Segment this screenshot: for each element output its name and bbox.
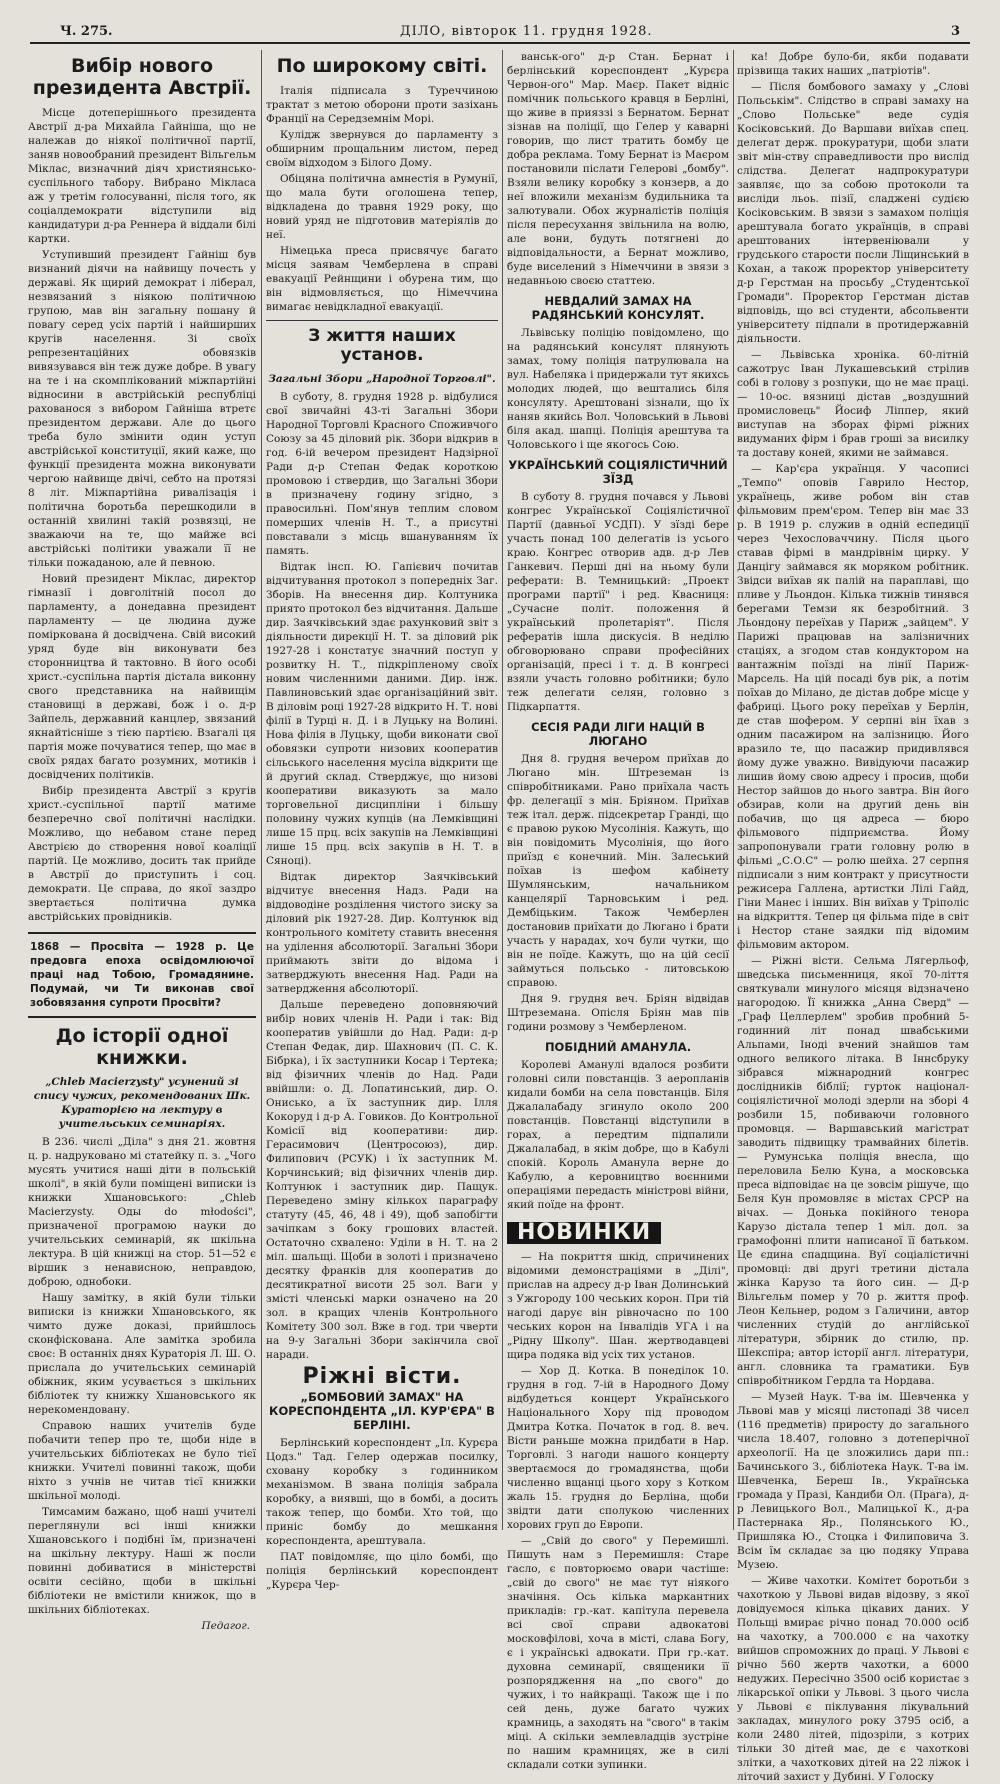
section-title-news: Ріжні вісти.	[302, 1363, 462, 1389]
article-paragraph: ПАТ повідомляє, що ціло бомбі, що поліція берлінський кореспондент „Курєра Чер-	[266, 1550, 498, 1591]
article-title-austria: Вибір нового президента Австрії.	[32, 55, 252, 99]
article-title-consulate: НЕВДАЛИЙ ЗАМАХ НА РАДЯНСЬКИЙ КОНСУЛЯТ.	[531, 294, 705, 322]
article-subtitle: „Chleb Macierzysty" усунений зі спису чужих, рекомендованих Шк. Кураторією на лектуру в учительських семинаріях.	[33, 1076, 251, 1131]
article-title-amanullah: ПОБІДНИЙ АМАНУЛА.	[544, 1040, 692, 1054]
article-paragraph: ка! Добре було-би, якби подавати прізвища таких наших „патріотів".	[737, 51, 969, 77]
article-title-world: По широкому світі.	[276, 55, 488, 77]
article-paragraph: — Кар'єра українця. У часописі „Темпо" оповів Гаврило Нестор, українець, живе робом він став фільмовим прем'єром. Тепер він має 33 р. В 1919 р. служив в одній еспедиції через Чехословаччину. Після цього ставав фірмі в мандрівнім цирку. У Данцігу займався як моряком робітник. Звідси виїхав як палій на параплаві, що пливе у Льондон. Кілька тижнів тинявся берегами Темзи як безробітний. З Льондону переїхав у Париж „зайцем". У Парижі працював на залізничних стаціях, а згодом став кондуктором на вантажнім поїзді на лінії Париж-Марсель. На цій посаді був рік, а потім поїхав до Мілано, де дістав добре місце у фабриці. Цього року переїхав у Берлін, де став шофером. У серпні він їхав з одним пасажиром на залізницю. Його вразило те, що пасажир придивлявся йому дуже уважно. Вивідуючи пасажир лишив йому свою адресу і просив, щоби Нестор зайшов до нього завтра. Він його обзирав, коли на другий день він побачив, що ця адреса — бюро фільмового підприємства. Йому запропонували грати головну ролю в фільмі „С.О.С" — ролю шейха. 27 серпня підписали з ним контракт у присутности режисера Галлена, артистки Лілі Гайд, Гіни Манес і інших. Він виїхав у Тріполіс на відкриття. Тепер ця фільма піде в світ і Нестор стане заядки під відомим фільмовим актором.	[737, 463, 969, 951]
article-paragraph: Тимсамим бажано, щоб наші учителі переглянули всі інші книжки Хшановського і подібні їм, призначені на шкільну лектуру. Наші ж посли повинні добиватися в міністерстві освіти сесійно, щоби в шкільні бібліотеки не вмістили книжок, що в шкільних бібліотеках.	[28, 1506, 256, 1617]
article-paragraph: Дня 8. грудня вечером приїхав до Люгано мін. Штреземан із співробітниками. Рано приїхала часть фр. делегації з мін. Бріяном. Приїхав теж італ. держ. підсекретар Гранді, що є правою рукою Мусолінія. Кажуть, що він повідомить Мусолінія, що його приїзд є конечний. Мін. Залеський поїхав із шефом кабінету Шумлянським, начальником канцелярії Тарновським і ред. Дембіцьким. Також Чемберлен достановив приїхати до Люгано і брати участь у нарадах, хоч були чутки, що він не поїде. Кажуть, що на цій сесії займуться польсько - литовською справою.	[507, 753, 729, 989]
article-paragraph: Відтак директор Заячківський відчитує внесення Надз. Ради на віддоводіне розділення чистого зиску за діловий рік 1927-28. Дир. Колтунюк від контрольного комітету ставить внесення на уділення абсолюторії. Загальні Збори приймають звіти до відома і затверджують внесення Над. Ради на затвердження абсолюторії.	[266, 870, 498, 995]
prosvita-notice: 1868 — Просвіта — 1928 р. Це предовга епоха освідомлюючої праці над Тобою, Громадянине. Подумай, чи Ти виконав свої зобовязання супроти Просвіти?	[28, 932, 256, 1018]
article-title-institutions: З життя наших установ.	[308, 325, 456, 366]
article-title-congress: УКРАЇНСЬКИЙ СОЦІЯЛІСТИЧНИЙ ЗЇЗД	[508, 458, 728, 486]
column-divider	[261, 50, 262, 1530]
article-paragraph: — Музей Наук. Т-ва ім. Шевченка у Львові мав у місяці листопаді 38 чисел (116 предметів) приросту до загального числа 18.407, головно з дотеперічної археології. На це зложились дари пп.: Бачинського З., бібліотека Наук. Т-ва ім. Шевченка, Береш Ів., Українська громада у Празі, Кандиби Ол. (Прага), д-р Левицького Вол., Малицької К., д-ра Пастернака Яр., Полянського Ю., Пришляка Ю., Стоцка і Филиповича З. Всім їм складає за цю подяку Управа Музею.	[737, 1391, 969, 1571]
column-4	[737, 50, 969, 1783]
divider	[266, 320, 498, 321]
article-paragraph: Нашу замітку, в якій були тільки виписки із книжки Хшановського, як чимто дуже доказі, прийшлось сконфіскована. Але замітка зробила своє: В останніх днях Кураторія Л. Ш. О. прислала до учительських семинарій обіжник, яким усувається з шкільних бібліотек ту книжку Хшановського як нерекомендовану.	[28, 1292, 256, 1417]
article-paragraph: Відтак інсп. Ю. Гапієвич почитав відчитування протокол з попередніх Заг. Зборів. На внесення дир. Колтуника приято протокол без відчитання. Дальше дир. Заячківський здає рахунковий звіт з діяльности дирекції Н. Т. за діловий рік 1927-28 і констатує значний поступ у розвитку Н. Т., підкріпленому своїх новим численними даними. Дир. інж. Павлиновський здає організаційний звіт. В діловім році 1927-28 відкрито Н. Т. нові філії в Турці н. Д. і в Луцьку на Волині. Нова філія в Луцьку, щоби виконати свої обовязки супроти низових кооператив сільського населення мусіла відкрити ще й другий склад. Стверджує, що низові кооперативи виказують за мало торговельної дисципліни і більшу половину чужих купців (на Лемківщині лише 15 прц. всіх закупів на Лемківщині лише 15 прц. всіх закупів в Н. Т. в Сяноці).	[266, 560, 498, 867]
article-paragraph: Новий президент Міклас, директор гімназії і довголітній посол до парламенту, а донедавна президент парламенту — це людина дуже поміркована й досвідчена. Свій високий уряд буде він виконувати без сторонництва й тактовно. В його особі христ.-суспільна партія дістала виконну свого представника на найвищім становищі в державі, бож і о. д-р Зайпель, державний канцлер, звязаний якнайтісніше з тією партією. Взагалі ця партія може почуватися тепер, що має в своїх рядах багато розумних, мотиків і досвідчених політиків.	[28, 572, 256, 781]
column-divider	[733, 50, 734, 1530]
article-title-book: До історії одної книжки.	[55, 1024, 229, 1069]
article-paragraph: — Львівська хроніка. 60-літній сажотрус Іван Лукашевський стрілив собі в голову з розпуки, що не має праці. — 10-ос. вязниці дістав „воздушний промисловець" Йосиф Ліппер, який виступав на зборах фірмі ріжних видуманих фірм і брав гроші за висилку та доставу коней, якими не займався.	[737, 349, 969, 459]
article-paragraph: Справою наших учителів буде побачити тепер про те, щоби ніде в учительських бібліотеках не було тієї книжки. Учителі повинні також, щоби ніхто з учнів не читав тієї книжки шкільної молоді.	[28, 1420, 256, 1503]
article-paragraph: Вибір президента Австрії з кругів христ.-суспільної партії матиме безперечно свої політичні наслідки. Можливо, що небавом стане перед Австрією до створення нової коаліції партій. Це можливо, досить так прийде в Австрії до приступить і соц. демократи. Це справа, до якої заздро звертається політична думка австрійських провідників.	[28, 784, 256, 923]
article-paragraph: Місце дотеперішнього президента Австрії д-ра Михайла Гайніша, що не належав до ніякої політичної партії, заняв новообраний президент Вільгельм Міклас, визначний діяч християнсько-суспільного табору. Вибрано Мікласа аж у третім голосуванні, після того, як соціалдемократи відступили від кандидатури д-ра Реннера й віддали білі картки.	[28, 106, 256, 245]
column-3	[507, 50, 729, 1771]
article-paragraph: Обіцяна політична амнестія в Румунії, що мала бути оголошена тепер, відкладена до травня 1929 року, що новий уряд не підготовив матеріялів до неї.	[266, 172, 498, 241]
column-1	[28, 50, 256, 1633]
article-paragraph: ванськ-ого" д-р Стан. Бернат і берлінський кореспондент „Курєра Червон-ого" Мар. Маєр. Пакет відніс помічник польського кравця в Берліні, що живе в прияззі з Бернатом. Бернат зізнав на поліції, що Гелер у каварні говорив, що лист тратить бомбу це добра реклама. Тому Бернат із Маєром постановили післати Гелерові „бомбу". Взяли велику коробку з конзерв, а до неї вложили механізм будильника та залютували. Обох журналістів поліція після пересухання звільнила на волю, але вони, будуть потягнені до відповідальности, а Бернат можливо, буде виселений з Німеччини в звязи з недавньою своєю статтею.	[507, 51, 729, 287]
article-paragraph: — На покриття шкід, спричинених відомими демонстраціями в „Ділі", прислав на адресу д-р Іван Долинський з Ужгороду 100 чеських корон. При тій нагоді дарує він рівночасно по 100 чеських корон на Інвалідів УГА і на „Рідну Школу". Шан. жертводавцеві щира подяка від усіх тих установ.	[507, 1251, 729, 1361]
article-paragraph: Львівську поліцію повідомлено, що на радянський консулят плянують замах, тому поліція патрулювала на вул. Набеляка і придержали тут якихсь молодих людей, що вештались біля консуляту. Арештовані зізнали, що їх наняв якийсь Вол. Чоловський в Львові біля акад. шапці. Поліція арештува та Чоловського і ще якогось Сою.	[507, 327, 729, 451]
author-signature: Педагог.	[201, 1620, 250, 1633]
article-paragraph: Німецька преса присвячує багато місця заявам Чемберлена в справі евакуації Рейнщини і обурена тим, що він відмовляється, що Німеччина вимагає невідкладної евакуації.	[266, 244, 498, 313]
article-paragraph: Берлінський кореспондент „Іл. Курєра Цодз." Тад. Гелер одержав посилку, сховану коробку з годинником механізмом. В звана поліція забрала коробку, а виявші, що в бомбі, а досить також тепер, що бомби. Хто той, що приніс бомбу до мешкання кореспондента, арештувала.	[266, 1436, 498, 1547]
article-paragraph: — Хор Д. Котка. В понеділок 10. грудня в год. 7-ій в Народного Дому відбудеться концерт Українського Національного Хору під проводом Дмитра Котка. Початок в год. 8. веч. Вісти раньше можна придбати в Нар. Торговлі. З нагоди нашого концерту звертаємося до громадянства, щоби численно вщанці цього хору з Котком жаль 15. грудня до Берліна, щоби звідти дати сполукою численних хорових груп до Европи.	[507, 1365, 729, 1531]
article-paragraph: Дня 9. грудня веч. Бріян відвідав Штреземана. Опісля Бріян мав пів години розмову з Чемберленом.	[507, 993, 729, 1033]
article-paragraph: — „Свій до свого" у Перемишлі. Пишуть нам з Перемишля: Старе гасло, є повторюємо овари частіше: „свій до свого" не має тут ніякого значіння. Ось кілька маркантних прикладів: гр.-кат. капітула перевела всі свої справи адвокатові московфілові, хоча в місті, слава Богу, є і українські адвокати. При гр.-кат. духовна семинарії, священики її розпорядження на „по свого" до чужих, і то найкращі. Також ще і по сей день, дуже багато чужих крамниць, а заходять на "свого" в такім міці. А скільки землевладців зустріне по нашим крамницях, же в силі складали сотки зупинки.	[507, 1535, 729, 1771]
article-paragraph: Королеві Аманулі вдалося розбити головні сили повстанців. З аеропланів кидали бомби на села повстанців. Біля Джалалабаду згинуло около 200 повстанців. Повстанці відступили в горах, а передтим підпалили Джалалабад, в якім добре, що в Кабулі спокій. Король Аманула верне до Кабулю, а керовництво воєнними операціями передасть міністрові війни, який поїде на фронт.	[507, 1059, 729, 1211]
issue-number: Ч. 275.	[60, 23, 113, 39]
article-paragraph: — Ріжні вісти. Сельма Лягерльоф, шведська письменниця, якої 70-ліття святкували минулого місяця відзначено нагородою. Її книжка „Анна Сверд" — „Граф Целлерлем" зробив пробний 5-годинний літ понад швабськими Альпами, Іноді вчений знайшов там одного великого літака. В Іннсбруку зібрався міжнародний конгрес дослідників біблії; гурток націонал-соціялістичної молоді здерли на зборі 4 розбили 15, побиваючи головного промовця. — Варшавський магістрат заводить підвищку трамвайних білетів. — Румунська поліція внесла, що переловила Белю Куна, а московська преса відповідає на це зовсім рішуче, що Беля Кун промовляє в містах СРСР на вічах. — Донька покійного тенора Карузо дістала тепер 1 міл. дол. за грамофонні плити написаної її батьком. Це єдина спадщина. Вуї соціалістичні промовці: дві другі третини дістала жінка Карузо та його син. — Д-р Вільгельм помер у 70 р. життя проф. Леон Кельнер, родом з Галичини, автор численних студій до англійської літератури, збірник до стилю, пр. Шекспіра; автор історії англ. літератури, англ. словника та граматики. Був співробітником Гердла та Нордава.	[737, 955, 969, 1387]
article-title-league: СЕСІЯ РАДИ ЛІГИ НАЦІЙ В ЛЮГАНО	[531, 720, 705, 748]
article-subtitle: Загальні Збори „Народної Торговлі".	[268, 372, 496, 385]
column-2	[266, 50, 498, 1591]
article-paragraph: — Після бомбового замаху у „Слові Польськім". Слідство в справі замаху на „Слово Польське" веде судія Косіковський. До Варшави виїхав спец. делегат держ. прокуратури, щоби злати звіт мін-ству справедливости про вислід слідства. Делегат надпрокуратури заявляє, що за собою протоколи та висліди льоь. пізії, сладжені судією Косіковським. В звязи з замахом поліція арештувала богато українців, в справі арештованих інтервеніювали у грудського старости посли Ліщинський в Кохан, а також проректор університету д-р Герстман на просьбу „Студентської Громади". Проректор Герстман дістав відповідь, що всі студенти, абсольвенти університету підпали в протидержавній діяльности.	[737, 81, 969, 345]
article-paragraph: Дальше переведено доповняючий вибір нових членів Н. Ради і так: Від кооператив увійшли до Над. Ради: д-р Степан Федак, дир. Шахнович (П. С. К. Бібрка), і їх заступники Косар і Тертека; від фізичних членів до Над. Ради ввійшли: о. Д. Лопатинський, дир. О. Онисько, а їх заступник дир. Ілля Кокоруд і д-р А. Говиков. До Контрольної Комісії від кооперативи: дир. Герасимович (Центросоюз), дир. Филипович (РСУК) і їх заступник М. Корчинський; від фізичних членів дир. Колтунюк і заступник дир. Пащук. Переведено зміну кількох параграфу статуту (45, 46, 48 і 49), щоб запобігти зачіпкам з боку грошових властей. Остаточно схвалено: Уділи в Н. Т. на 2 міл. шальщі. Щоби в золоті і призначено десятку франків для кооператив до десятикратної висоти 25 зол. Ваги у змісті членські марки означено на 20 зол. в кращих членів Контрольного Комітету 300 зол. Вже в год. три чверти на 9-у Загальні Збори закінчила свої наради.	[266, 998, 498, 1361]
newspaper-title-date: ДІЛО, вівторок 11. грудня 1928.	[400, 23, 653, 39]
masthead	[30, 20, 970, 44]
article-paragraph: Кулідж звернувся до парламенту з обширним прощальним листом, перед своїм відходом з Білого Дому.	[266, 128, 498, 169]
article-paragraph: — Живе чахотки. Комітет боротьби з чахоткою у Львові видав відозву, з якої довідуємося кілька цікавих даних. У Польщі вмирає річно понад 70.000 осіб на чахотку, а 700.000 є на чахотку вийшов спроможних до праці. У Львові є річно 560 жертв чахотки, а 6000 недужих. Пересічно 3500 осіб користає з лікарської опіки у Львові. З цього числа у Львові є піклування лікувальний закладах, минулого року 3795 осіб, а коли 2480 літей, підозріли, з котрих тільки 30 дітей має, де є чахоткові злітки, а чахоткових дітей на 22 ліжок і літочий захист у Дубині. У Голоску	[737, 1575, 969, 1783]
article-paragraph: В 236. числі „Діла" з дня 21. жовтня ц. р. надруковано мі статейку п. з. „Чого мусять учитися наші діти в польській школі", в якій були поміщені виписки із книжки Хшановського: „Chleb Macierzysty. Оды do młodości", призначеної програмою науки до учительських семинарій, як шкільна лектура. В цій книжці на стор. 51—52 є віршик з ненависною, неправдою, доброю, однобоки.	[28, 1136, 256, 1289]
section-title-novinki: НОВИНКИ	[507, 1222, 661, 1244]
article-paragraph: В суботу, 8. грудня 1928 р. відбулися свої звичайні 43-ті Загальні Збори Народної Торговлі Красного Споживчого Союзу за 45 діловий рік. Збори відкрив в год. 6-ій вечером президент Надзірної Ради д-р Степан Федак короткою промовою і ствердив, що Загальні Збори в призначену годину згідно, з правосильні. Пом'янув теплим словом померших членів Н. Т., а присутні повставали з місць вшануванням їх память.	[266, 390, 498, 557]
article-paragraph: Уступивший президент Гайніш був визнаний діячи на найвищу почесть у державі. Як щирий демократ і ліберал, незвязаний з ніякою політичною групою, мав він загальну пошану й повагу серед усіх партій і найширших кругів населення. Зі своїх репрезентаційних обовязків вивязувався він теж дуже добре. В увагу на те і на скомплікований міжпартійні відносини в австрійській республіці рахованося з вибором Гайніша втретє президентом держави. Але до цього треба було змінити один уступ австрійської конституції, який каже, що функції президента можна виконувати чергою найвище двічі, себто на протязі 8 літ. Міжпартійна ривалізація і політична боротьба перешкодили в останній хвилині такій розвязці, не зважаючи на те, що майже всі австрійські політики уважали її не тільки пожаданою, але й певною.	[28, 248, 256, 569]
article-title-bomb: „БОМБОВИЙ ЗАМАХ" НА КОРЕСПОНДЕНТА „ІЛ. КУР'ЄРА" В БЕРЛІНІ.	[269, 1389, 495, 1432]
page-number: 3	[950, 23, 960, 39]
article-paragraph: В суботу 8. грудня почався у Львові конгрес Української Соціялістичної Партії (давньої УСДП). У зїзді бере участь понад 100 делегатів із усього краю. Конгрес отворив адв. д-р Лев Ганкевич. Перші дні на ньому були реферати: В. Темницький: „Проект програми партії" і ред. Квасниця: „Сучасне політ. положення й український пролетаріят". Після рефератів ішла дискусія. В неділю обговорювано справи професійних організацій, пресі і т. д. В конгресі взяли участь головно робітники; було теж делегати селян, головно з Підкарпаття.	[507, 491, 729, 713]
article-paragraph: Італія підписала з Туреччиною трактат з метою оборони проти зазіхань Франції на Середземнім Морі.	[266, 84, 498, 125]
column-divider	[502, 50, 503, 1530]
